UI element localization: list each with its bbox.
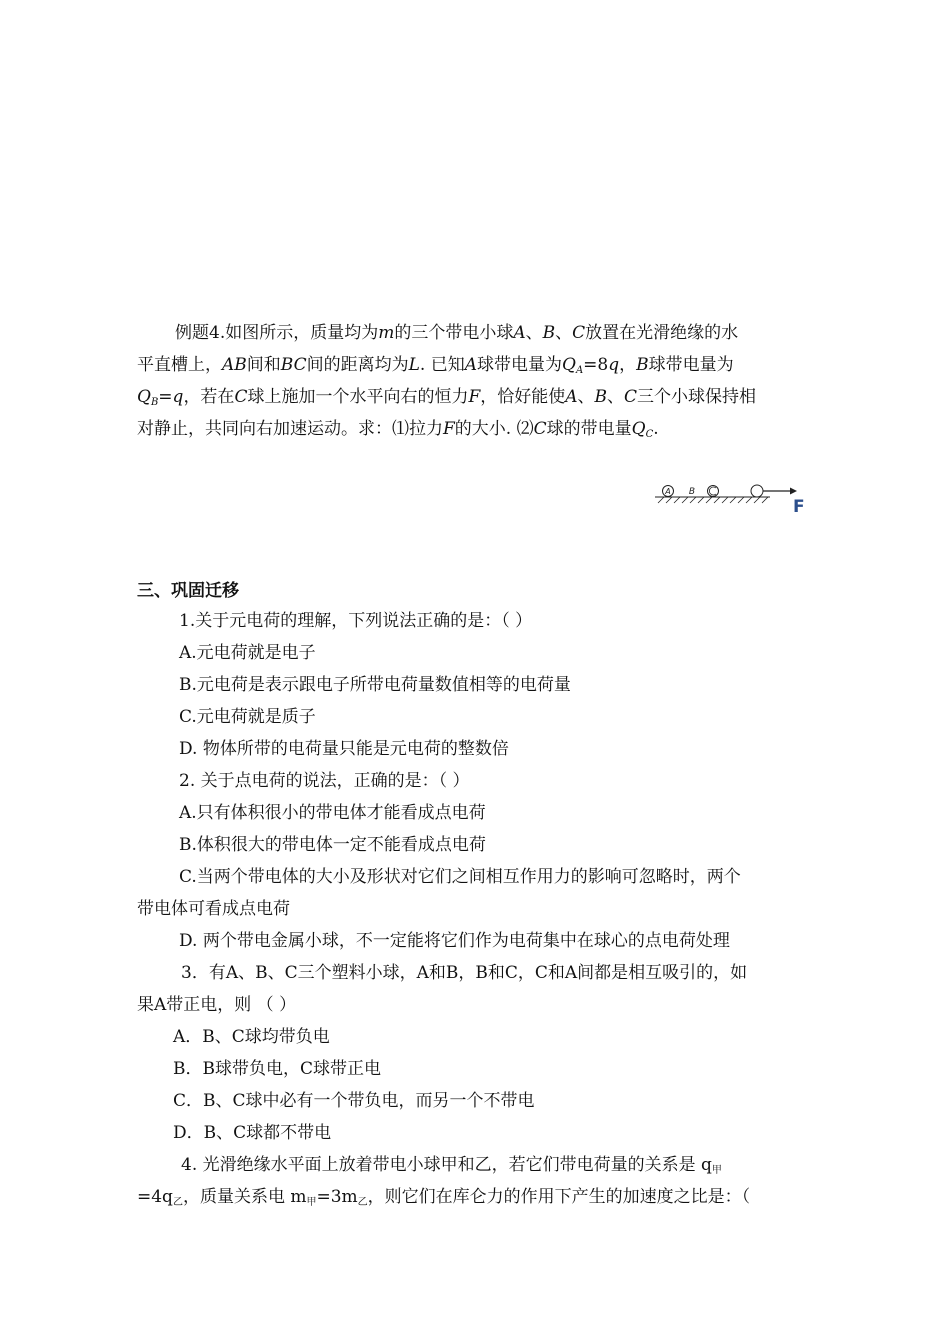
var-F: F: [468, 387, 481, 407]
example-line-3: [137, 386, 756, 414]
text-run: 球带电量为: [648, 355, 734, 375]
text-run: 间的距离均为: [306, 355, 409, 375]
text-run: 、: [525, 323, 543, 343]
example-line-2: [137, 354, 734, 382]
q1-option-a: A.元电荷就是电子: [179, 643, 316, 663]
var-QB: Q: [137, 387, 151, 407]
text-run: .: [653, 419, 659, 439]
force-label: F: [793, 497, 805, 517]
text-run: 如图所示，质量均为: [225, 323, 379, 343]
ball-a-label: A: [665, 487, 671, 496]
q1-option-b: B.元电荷是表示跟电子所带电荷量数值相等的电荷量: [179, 675, 571, 695]
var-C: C: [624, 387, 638, 407]
var-q: q: [172, 387, 184, 407]
track-hatching: [658, 497, 768, 503]
text-run: 、: [577, 387, 595, 407]
var-BC: BC: [280, 355, 307, 375]
var-B: B: [542, 323, 556, 343]
text-run: 、: [607, 387, 625, 407]
example-line-4: [137, 418, 659, 446]
text-run: 的大小. ⑵: [454, 419, 534, 439]
example-label: 例题4.: [175, 323, 226, 343]
q4-line1: [181, 1154, 722, 1182]
section-heading: 三、巩固迁移: [137, 581, 239, 601]
q1-option-c: C.元电荷就是质子: [179, 707, 316, 727]
q3-stem-line1: 3．有A、B、C三个塑料小球，A和B，B和C，C和A间都是相互吸引的，如: [181, 963, 748, 983]
text-run: 、: [555, 323, 573, 343]
text-run: 球的带电量: [546, 419, 632, 439]
var-A: A: [464, 355, 477, 375]
text-run: . 已知: [419, 355, 465, 375]
text-run: =: [158, 387, 173, 407]
q2-option-a: A.只有体积很小的带电体才能看成点电荷: [179, 803, 486, 823]
text-run: 球带电量为: [477, 355, 562, 375]
sub-C: C: [645, 429, 654, 440]
q3-option-a: A．B、C球均带负电: [173, 1027, 330, 1047]
text-run: ，: [619, 355, 637, 375]
var-QA: Q: [562, 355, 576, 375]
q2-option-d: D. 两个带电金属小球，不一定能将它们作为电荷集中在球心的点电荷处理: [179, 931, 730, 951]
text-run: 放置在光滑绝缘的水: [585, 323, 739, 343]
sub-jia: 甲: [711, 1165, 722, 1176]
q1-option-d: D. 物体所带的电荷量只能是元电荷的整数倍: [179, 739, 509, 759]
q2-stem: 2. 关于点电荷的说法，正确的是：（ ）: [179, 771, 470, 791]
var-A: A: [513, 323, 526, 343]
q2-option-b: B.体积很大的带电体一定不能看成点电荷: [179, 835, 486, 855]
text-run: 4. 光滑绝缘水平面上放着带电小球甲和乙，若它们带电荷量的关系是 q: [181, 1155, 712, 1175]
q1-stem: 1.关于元电荷的理解，下列说法正确的是：（ ）: [179, 611, 533, 631]
sub-A: A: [575, 365, 584, 376]
sub-jia: 甲: [306, 1197, 317, 1208]
q4-line2: [137, 1186, 750, 1214]
var-B: B: [636, 355, 649, 375]
text-run: 球上施加一个水平向右的恒力: [247, 387, 469, 407]
text-run: ，若在: [183, 387, 235, 407]
force-arrow-head: [790, 488, 797, 495]
var-F: F: [443, 419, 455, 439]
example-line-1: [175, 322, 738, 344]
var-C: C: [533, 419, 547, 439]
q2-option-c-cont: 带电体可看成点电荷: [137, 899, 290, 919]
text-run: =3m: [316, 1187, 358, 1207]
sub-yi: 乙: [357, 1197, 368, 1208]
var-QC: Q: [631, 419, 646, 439]
text-run: 平直槽上，: [137, 355, 222, 375]
sub-yi: 乙: [172, 1197, 183, 1208]
var-C: C: [572, 323, 586, 343]
var-C: C: [234, 387, 248, 407]
q3-stem-line2: 果A带正电，则 （ ）: [137, 995, 297, 1015]
ball-d: [751, 485, 763, 497]
var-q: q: [608, 355, 620, 375]
q3-option-b: B．B球带负电，C球带正电: [173, 1059, 381, 1079]
text-run: ，质量关系电 m: [182, 1187, 307, 1207]
text-run: =8: [583, 355, 609, 375]
var-A: A: [565, 387, 578, 407]
text-run: 对静止，共同向右加速运动。求：⑴拉力: [137, 419, 443, 439]
text-run: ，则它们在库仑力的作用下产生的加速度之比是：（: [367, 1187, 751, 1207]
var-B: B: [594, 387, 608, 407]
text-run: =4q: [137, 1187, 173, 1207]
text-run: 三个小球保持相: [637, 387, 757, 407]
text-run: 间和: [246, 355, 281, 375]
var-m: m: [378, 323, 395, 343]
q3-option-d: D．B、C球都不带电: [173, 1123, 332, 1143]
q3-option-c: C．B、C球中必有一个带负电，而另一个不带电: [173, 1091, 535, 1111]
q2-option-c: C.当两个带电体的大小及形状对它们之间相互作用力的影响可忽略时，两个: [179, 867, 741, 887]
text-run: 的三个带电小球: [394, 323, 514, 343]
var-L: L: [408, 355, 420, 375]
text-run: ，恰好能使: [480, 387, 566, 407]
sub-B: B: [150, 397, 159, 408]
ball-b-label: B: [688, 487, 696, 497]
var-AB: AB: [222, 355, 247, 375]
